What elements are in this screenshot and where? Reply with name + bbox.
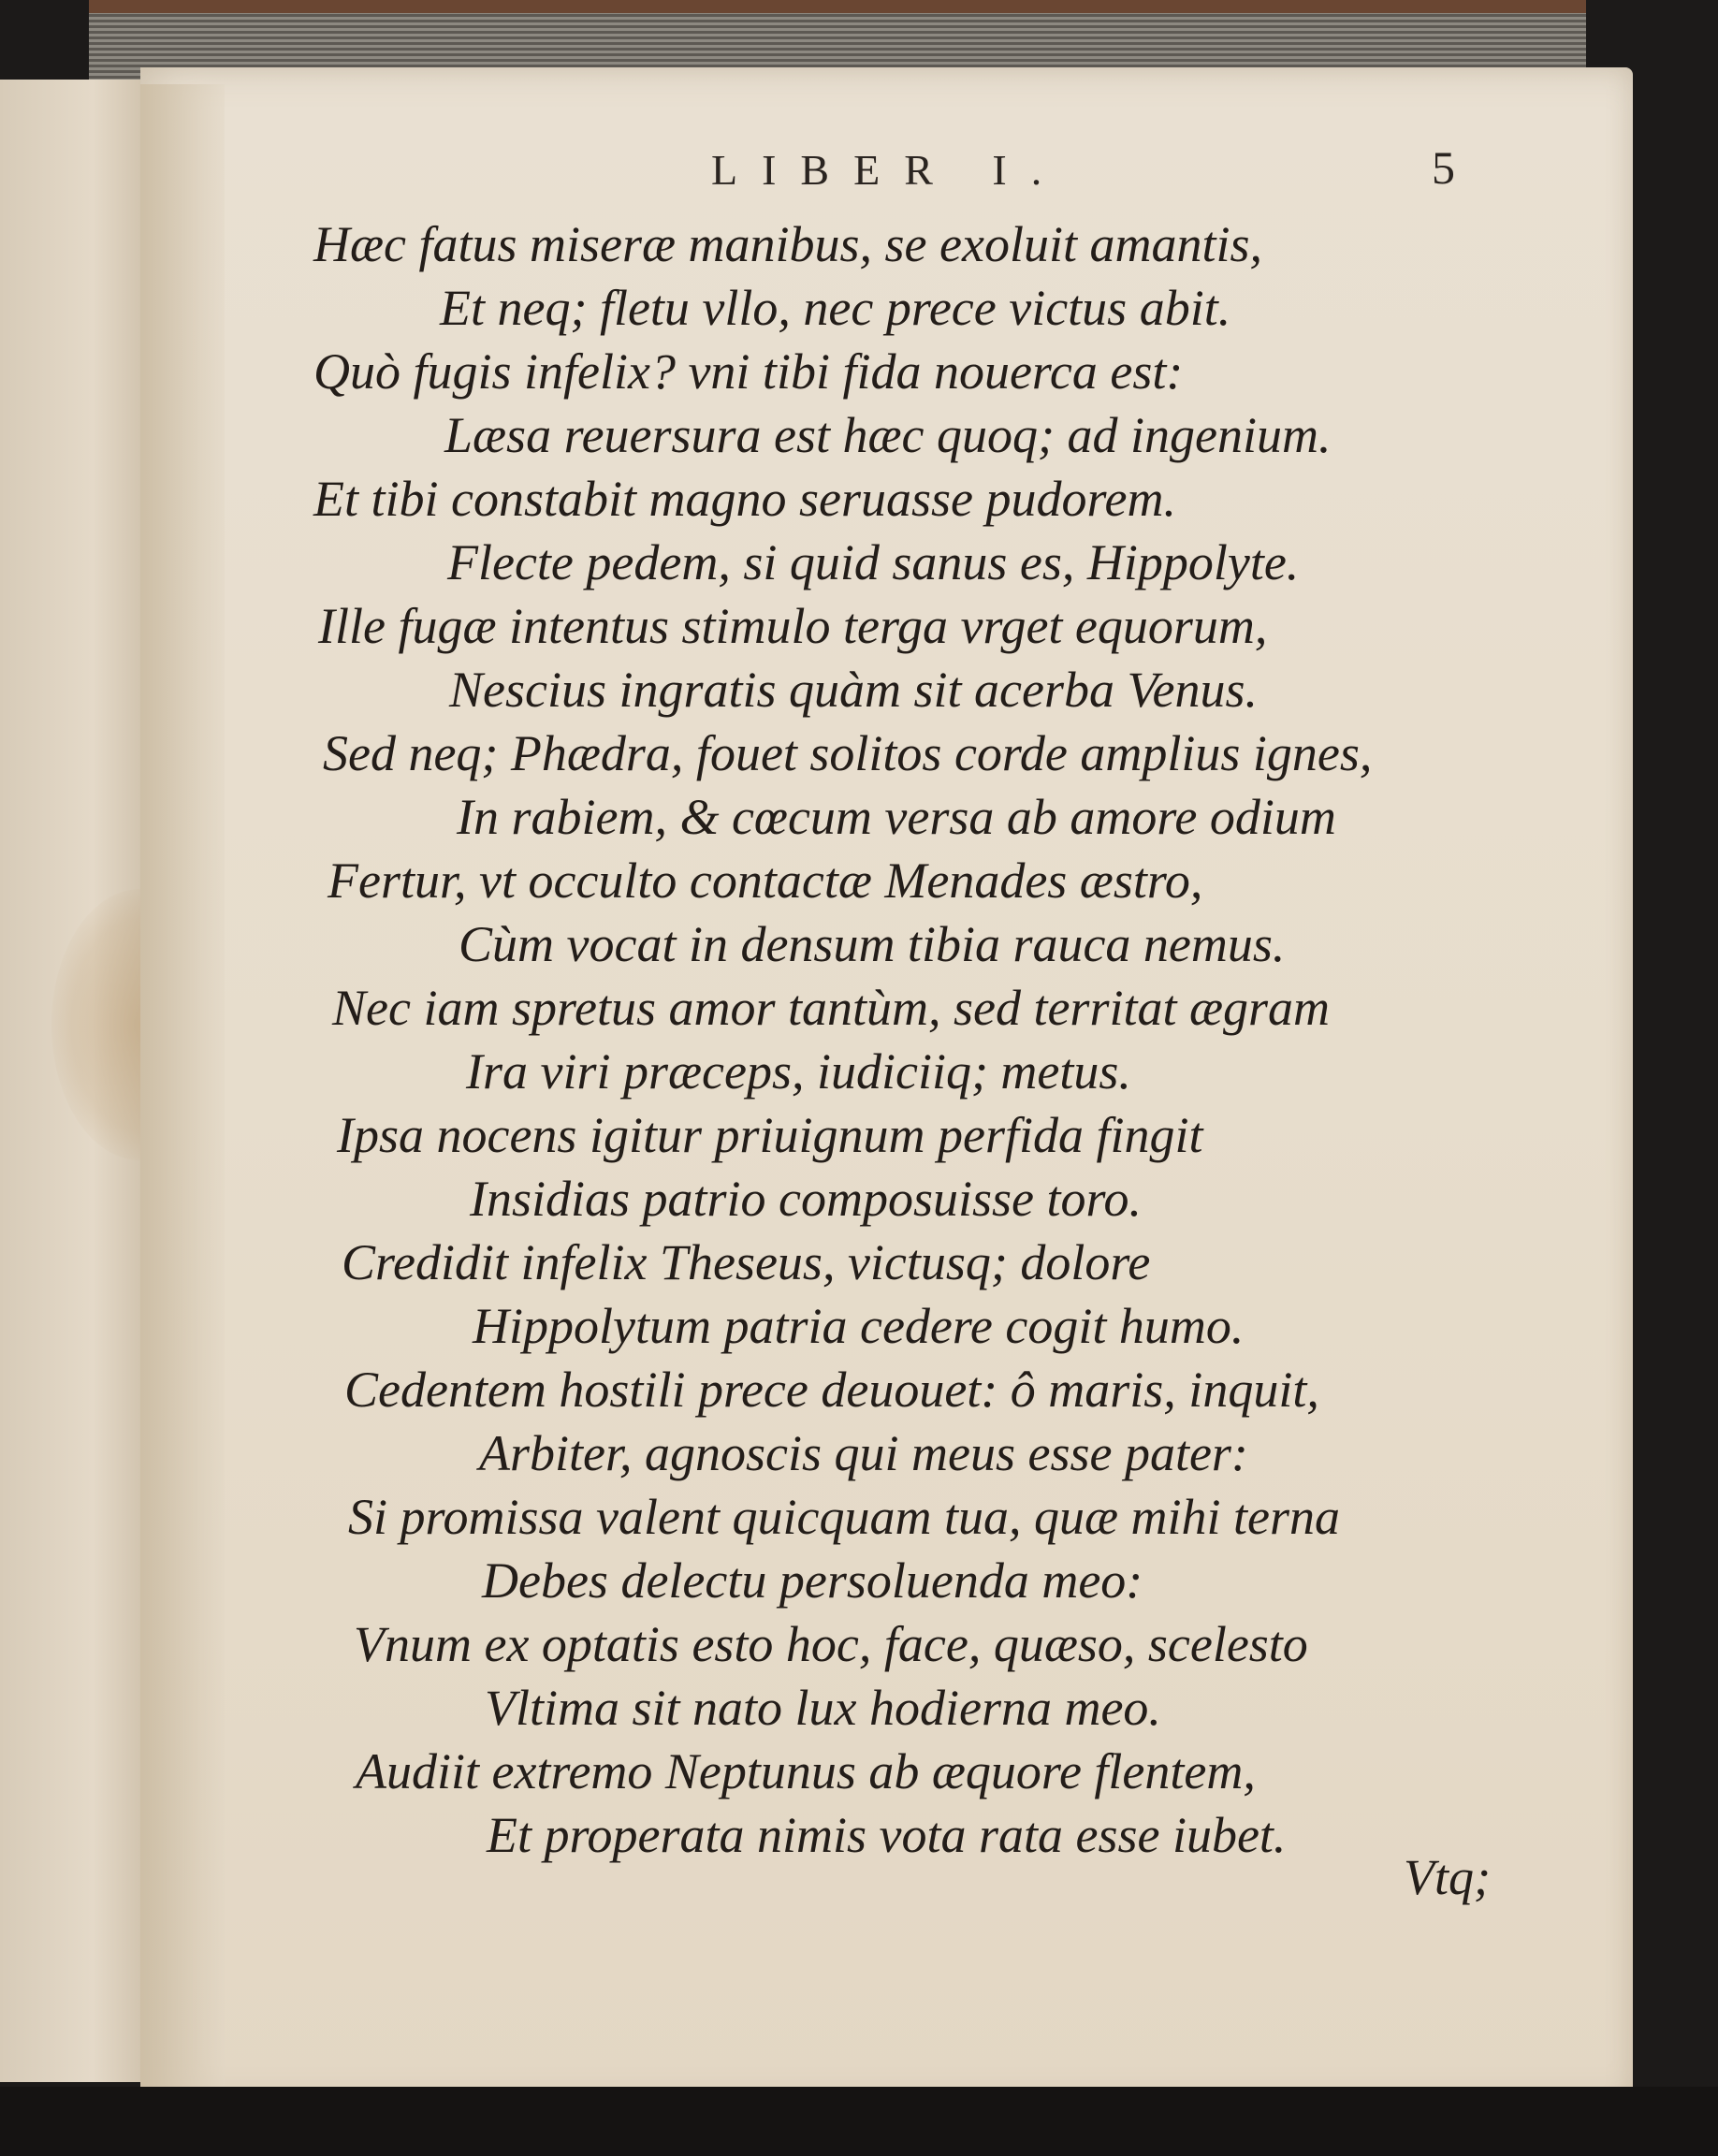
verse-line: Cedentem hostili prece deuouet: ô maris, inquit, xyxy=(344,1362,1319,1418)
verse-line: Debes delectu persoluenda meo: xyxy=(482,1552,1143,1609)
verse-line: Cùm vocat in densum tibia rauca nemus. xyxy=(459,916,1286,972)
book-cover-edge xyxy=(89,0,1586,13)
verse-line: Fertur, vt occulto contactæ Menades æstro, xyxy=(328,852,1203,909)
verse-line: Vltima sit nato lux hodierna meo. xyxy=(485,1680,1161,1736)
verse-line: Audiit extremo Neptunus ab æquore flentem, xyxy=(356,1743,1256,1799)
verse-line: Et properata nimis vota rata esse iubet. xyxy=(487,1807,1287,1863)
verse-line: Nescius ingratis quàm sit acerba Venus. xyxy=(449,662,1258,718)
verse-line: Si promissa valent quicquam tua, quæ mihi terna xyxy=(348,1489,1340,1545)
verse-line: Vnum ex optatis esto hoc, face, quæso, scelesto xyxy=(354,1616,1308,1672)
verse-line: Hippolytum patria cedere cogit humo. xyxy=(473,1298,1245,1354)
running-head: LIBER I. xyxy=(711,146,1067,194)
background-shadow xyxy=(0,2087,1718,2156)
verse-line: Insidias patrio composuisse toro. xyxy=(470,1171,1143,1227)
verse-line: Quò fugis infelix? vni tibi fida nouerca est: xyxy=(313,343,1184,400)
verse-line: Ira viri præceps, iudiciiq; metus. xyxy=(466,1043,1131,1100)
verse-line: Hæc fatus miseræ manibus, se exoluit amantis, xyxy=(313,216,1262,272)
catchword: Vtq; xyxy=(1404,1849,1491,1905)
verse-line: Læsa reuersura est hæc quoq; ad ingenium. xyxy=(444,407,1332,463)
verse-line: Sed neq; Phædra, fouet solitos corde amplius ignes, xyxy=(323,725,1373,781)
page-gutter xyxy=(140,84,225,2096)
verse-line: Et neq; fletu vllo, nec prece victus abit. xyxy=(440,280,1231,336)
verse-line: Nec iam spretus amor tantùm, sed territat ægram xyxy=(332,980,1330,1036)
verse-line: Ipsa nocens igitur priuignum perfida fingit xyxy=(337,1107,1203,1163)
verse-line: Arbiter, agnoscis qui meus esse pater: xyxy=(479,1425,1248,1481)
verse-line: In rabiem, & cœcum versa ab amore odium xyxy=(457,789,1336,845)
verse-line: Flecte pedem, si quid sanus es, Hippolyte. xyxy=(447,534,1300,590)
verse-line: Ille fugæ intentus stimulo terga vrget equorum, xyxy=(318,598,1268,654)
verse-line: Et tibi constabit magno seruasse pudorem. xyxy=(313,471,1176,527)
verse-line: Credidit infelix Theseus, victusq; dolore xyxy=(342,1234,1151,1290)
page-number: 5 xyxy=(1432,141,1455,194)
